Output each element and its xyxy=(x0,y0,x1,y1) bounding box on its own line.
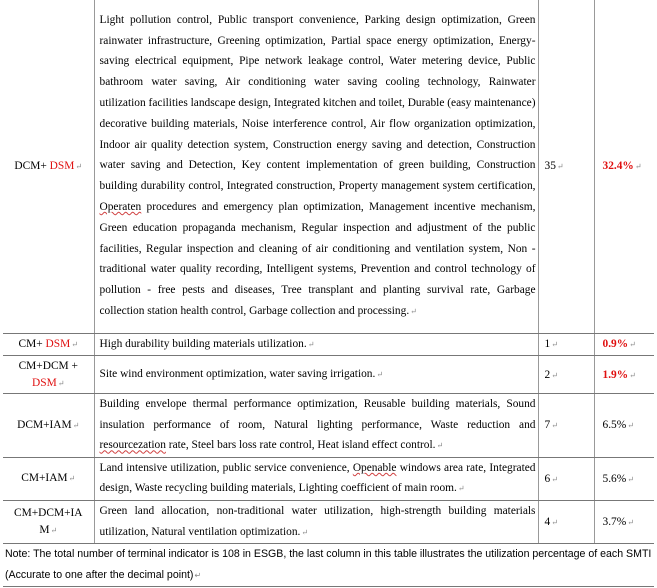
percent-value: 5.6% xyxy=(602,472,627,485)
paragraph-mark-icon: ↵ xyxy=(72,420,80,430)
paragraph-mark-icon: ↵ xyxy=(194,571,202,581)
indicators-text-rest: procedures and emergency plan optimization, Management incentive mechanism, Green education propaganda mechanism, Regular inspection and adjustment of the public facilities, Regular inspection and cleaning of air conditioning and ventilation system, Non - traditional water quality recording, Intelligent systems, Prevention and control technology of pollution - free pests and diseases, Tree transplant and planting survival rate, Garbage collection station health control, Garbage collection and processing. xyxy=(99,200,536,317)
percent-cell xyxy=(594,394,654,458)
table-row xyxy=(3,394,654,458)
indicators-cell xyxy=(94,394,538,458)
indicators-cell xyxy=(94,501,538,544)
percent-value: 3.7% xyxy=(602,516,627,529)
percent-cell xyxy=(594,501,654,544)
paragraph-mark-icon: ↵ xyxy=(627,518,634,528)
count-cell xyxy=(538,0,594,333)
category-label: CM+DCM+IA xyxy=(13,507,83,520)
paragraph-mark-icon: ↵ xyxy=(457,484,465,494)
percent-value: 0.9% xyxy=(602,338,629,351)
count-cell xyxy=(538,501,594,544)
indicators-cell xyxy=(94,356,538,394)
count-cell xyxy=(538,356,594,394)
category-label: CM+DCM + xyxy=(18,359,78,372)
table-row xyxy=(3,333,654,356)
paragraph-mark-icon: ↵ xyxy=(627,474,634,484)
count-cell xyxy=(538,333,594,356)
table-note xyxy=(3,544,654,587)
indicators-text: Green land allocation, non-traditional water utilization, high-strength building materials utilization, Natural ventilation optimization. xyxy=(99,505,536,538)
count-cell xyxy=(538,394,594,458)
category-label: CM+ xyxy=(18,337,46,350)
paragraph-mark-icon: ↵ xyxy=(436,441,444,451)
paragraph-mark-icon: ↵ xyxy=(634,162,642,172)
paragraph-mark-icon: ↵ xyxy=(629,340,636,350)
percent-cell xyxy=(594,0,654,333)
indicators-cell xyxy=(94,333,538,356)
indicators-text: Light pollution control, Public transport convenience, Parking design optimization, Green rainwater infrastructure, Greening optimization, Partial space energy optimization, Energy-saving electrical equipment, Pipe network leakage control, Water metering device, Public bathroom water saving, Air conditioning water saving cooling technology, Rainwater utilization facilities landscape design, Integrated kitchen and toilet, Durable (easy maintenance) decorative building materials, Noise interference control, Air flow organization optimization, Indoor air quality detection system, Construction energy saving and detection, Construction water saving and Detection, Key content implementation of green building, Construction building durability control, Integrated construction, Property management system certification, xyxy=(99,13,536,193)
indicators-flagged-word: Openable xyxy=(352,461,397,474)
paragraph-mark-icon: ↵ xyxy=(307,339,315,349)
count-value: 2 xyxy=(544,368,551,381)
paragraph-mark-icon: ↵ xyxy=(410,306,417,316)
category-cell xyxy=(3,501,94,544)
percent-value: 32.4% xyxy=(602,160,634,173)
paragraph-mark-icon: ↵ xyxy=(551,474,558,484)
indicators-flagged-word: Operaten xyxy=(99,200,142,213)
count-value: 4 xyxy=(544,516,551,529)
indicators-text: Building envelope thermal performance optimization, Reusable building materials, Sound insulation performance of room, Natural lighting performance, Waste reduction and xyxy=(99,398,536,431)
category-highlight: DSM xyxy=(32,376,57,389)
category-cell xyxy=(3,356,94,394)
percent-value: 1.9% xyxy=(602,368,629,381)
paragraph-mark-icon: ↵ xyxy=(551,370,558,380)
indicators-text: High durability building materials utilization. xyxy=(99,337,307,350)
count-cell xyxy=(538,457,594,500)
indicators-cell xyxy=(94,0,538,333)
paragraph-mark-icon: ↵ xyxy=(50,526,58,536)
paragraph-mark-icon: ↵ xyxy=(629,370,636,380)
count-value: 35 xyxy=(544,160,556,173)
category-highlight: DSM xyxy=(49,159,75,172)
category-cell xyxy=(3,394,94,458)
table-row xyxy=(3,356,654,394)
table-note-row xyxy=(3,544,654,587)
category-cell xyxy=(3,333,94,356)
paragraph-mark-icon: ↵ xyxy=(68,474,76,484)
percent-cell xyxy=(594,333,654,356)
count-value: 6 xyxy=(544,472,551,485)
percent-cell xyxy=(594,457,654,500)
percent-cell xyxy=(594,356,654,394)
indicators-text-rest: rate, Steel bars loss rate control, Heat island effect control. xyxy=(165,439,436,452)
category-label-wrap: M xyxy=(39,524,50,537)
indicators-text: Land intensive utilization, public service convenience, xyxy=(99,461,350,474)
count-value: 1 xyxy=(544,338,551,351)
indicators-text-rest: windows area rate, Integrated design, Waste recycling building materials, Lighting coefficient of main room. xyxy=(99,461,536,495)
category-label: CM+IAM xyxy=(21,472,68,485)
category-highlight: DSM xyxy=(45,337,71,350)
note-text: Note: The total number of terminal indicator is 108 in ESGB, the last column in this table illustrates the utilization percentage of each SMTI (Accurate to one after the decimal point) xyxy=(5,548,652,582)
paragraph-mark-icon: ↵ xyxy=(556,162,564,172)
paragraph-mark-icon: ↵ xyxy=(301,527,309,537)
category-cell xyxy=(3,0,94,333)
table-row xyxy=(3,501,654,544)
indicator-table xyxy=(3,0,654,587)
category-label: DCM+ xyxy=(14,159,50,172)
indicators-text: Site wind environment optimization, water saving irrigation. xyxy=(99,367,376,380)
category-cell xyxy=(3,457,94,500)
paragraph-mark-icon: ↵ xyxy=(551,340,558,350)
table-row xyxy=(3,457,654,500)
paragraph-mark-icon: ↵ xyxy=(551,421,558,431)
percent-value: 6.5% xyxy=(602,419,627,432)
paragraph-mark-icon: ↵ xyxy=(551,518,558,528)
count-value: 7 xyxy=(544,419,551,432)
paragraph-mark-icon: ↵ xyxy=(376,369,384,379)
paragraph-mark-icon: ↵ xyxy=(75,161,83,171)
paragraph-mark-icon: ↵ xyxy=(57,378,65,388)
paragraph-mark-icon: ↵ xyxy=(627,421,634,431)
paragraph-mark-icon: ↵ xyxy=(71,339,78,349)
indicators-flagged-word: resourcezation xyxy=(99,439,166,452)
table-row xyxy=(3,0,654,333)
indicators-cell xyxy=(94,457,538,500)
category-label: DCM+IAM xyxy=(17,418,72,431)
